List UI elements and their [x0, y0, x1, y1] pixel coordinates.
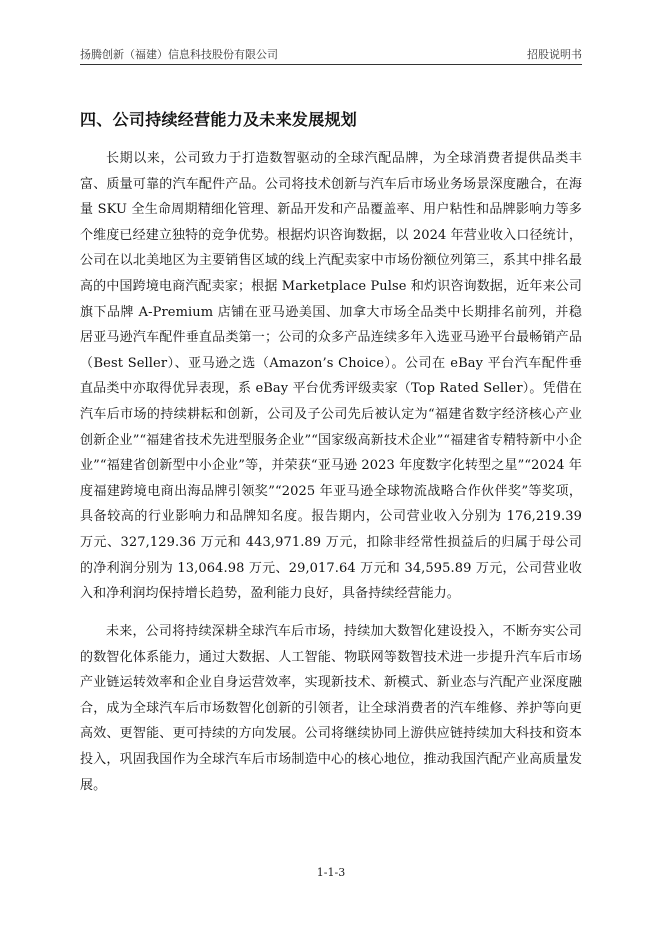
header-divider — [80, 64, 582, 65]
header-company-name: 扬腾创新（福建）信息科技股份有限公司 — [80, 48, 278, 61]
section-title: 四、公司持续经营能力及未来发展规划 — [80, 110, 358, 129]
paragraph-business-overview: 长期以来，公司致力于打造数智驱动的全球汽配品牌，为全球消费者提供品类丰富、质量可靠的汽车配件产品。公司将技术创新与汽车后市场业务场景深度融合，在海量 SKU 全生命周期精细化管理、新品开发和产品覆盖率、用户粘性和品牌影响力等多个维度已经建立独特的竞争优势。根据灼识咨询数据，以 2024 年营业收入口径统计，公司在以北美地区为主要销售区域的线上汽配卖家中市场份额位列第三，系其中排名最高的中国跨境电商汽配卖家；根据 Marketplace Pulse 和灼识咨询数据，近年来公司旗下品牌 A-Premium 店铺在亚马逊美国、加拿大市场全品类中长期排名前列，并稳居亚马逊汽车配件垂直品类第一；公司的众多产品连续多年入选亚马逊平台最畅销产品（Best Seller）、亚马逊之选（Amazon’s Choice）。公司在 eBay 平台汽车配件垂直品类中亦取得优异表现，系 eBay 平台优秀评级卖家（Top Rated Seller）。凭借在汽车后市场的持续耕耘和创新，公司及子公司先后被认定为“福建省数字经济核心产业创新企业”“福建省技术先进型服务企业”“国家级高新技术企业”“福建省专精特新中小企业”“福建省创新型中小企业”等，并荣获“亚马逊 2023 年度数字化转型之星”“2024 年度福建跨境电商出海品牌引领奖”“2025 年亚马逊全球物流战略合作伙伴奖”等奖项，具备较高的行业影响力和品牌知名度。报告期内，公司营业收入分别为 176,219.39 万元、327,129.36 万元和 443,971.89 万元，扣除非经常性损益后的归属于母公司的净利润分别为 13,064.98 万元、29,017.64 万元和 34,595.89 万元，公司营业收入和净利润均保持增长趋势，盈利能力良好，具备持续经营能力。 — [80, 151, 582, 602]
page-header — [80, 46, 582, 66]
page-number: 1-1-3 — [316, 866, 346, 879]
header-document-type: 招股说明书 — [527, 48, 582, 61]
paragraph-future-plan: 未来，公司将持续深耕全球汽车后市场，持续加大数智化建设投入，不断夯实公司的数智化体系能力，通过大数据、人工智能、物联网等数智技术进一步提升汽车后市场产业链运转效率和企业自身运营效率，实现新技术、新模式、新业态与汽配产业深度融合，成为全球汽车后市场数智化创新的引领者，让全球消费者的汽车维修、养护等向更高效、更智能、更可持续的方向发展。公司将继续协同上游供应链持续加大科技和资本投入，巩固我国作为全球汽车后市场制造中心的核心地位，推动我国汽配产业高质量发展。 — [80, 624, 582, 793]
